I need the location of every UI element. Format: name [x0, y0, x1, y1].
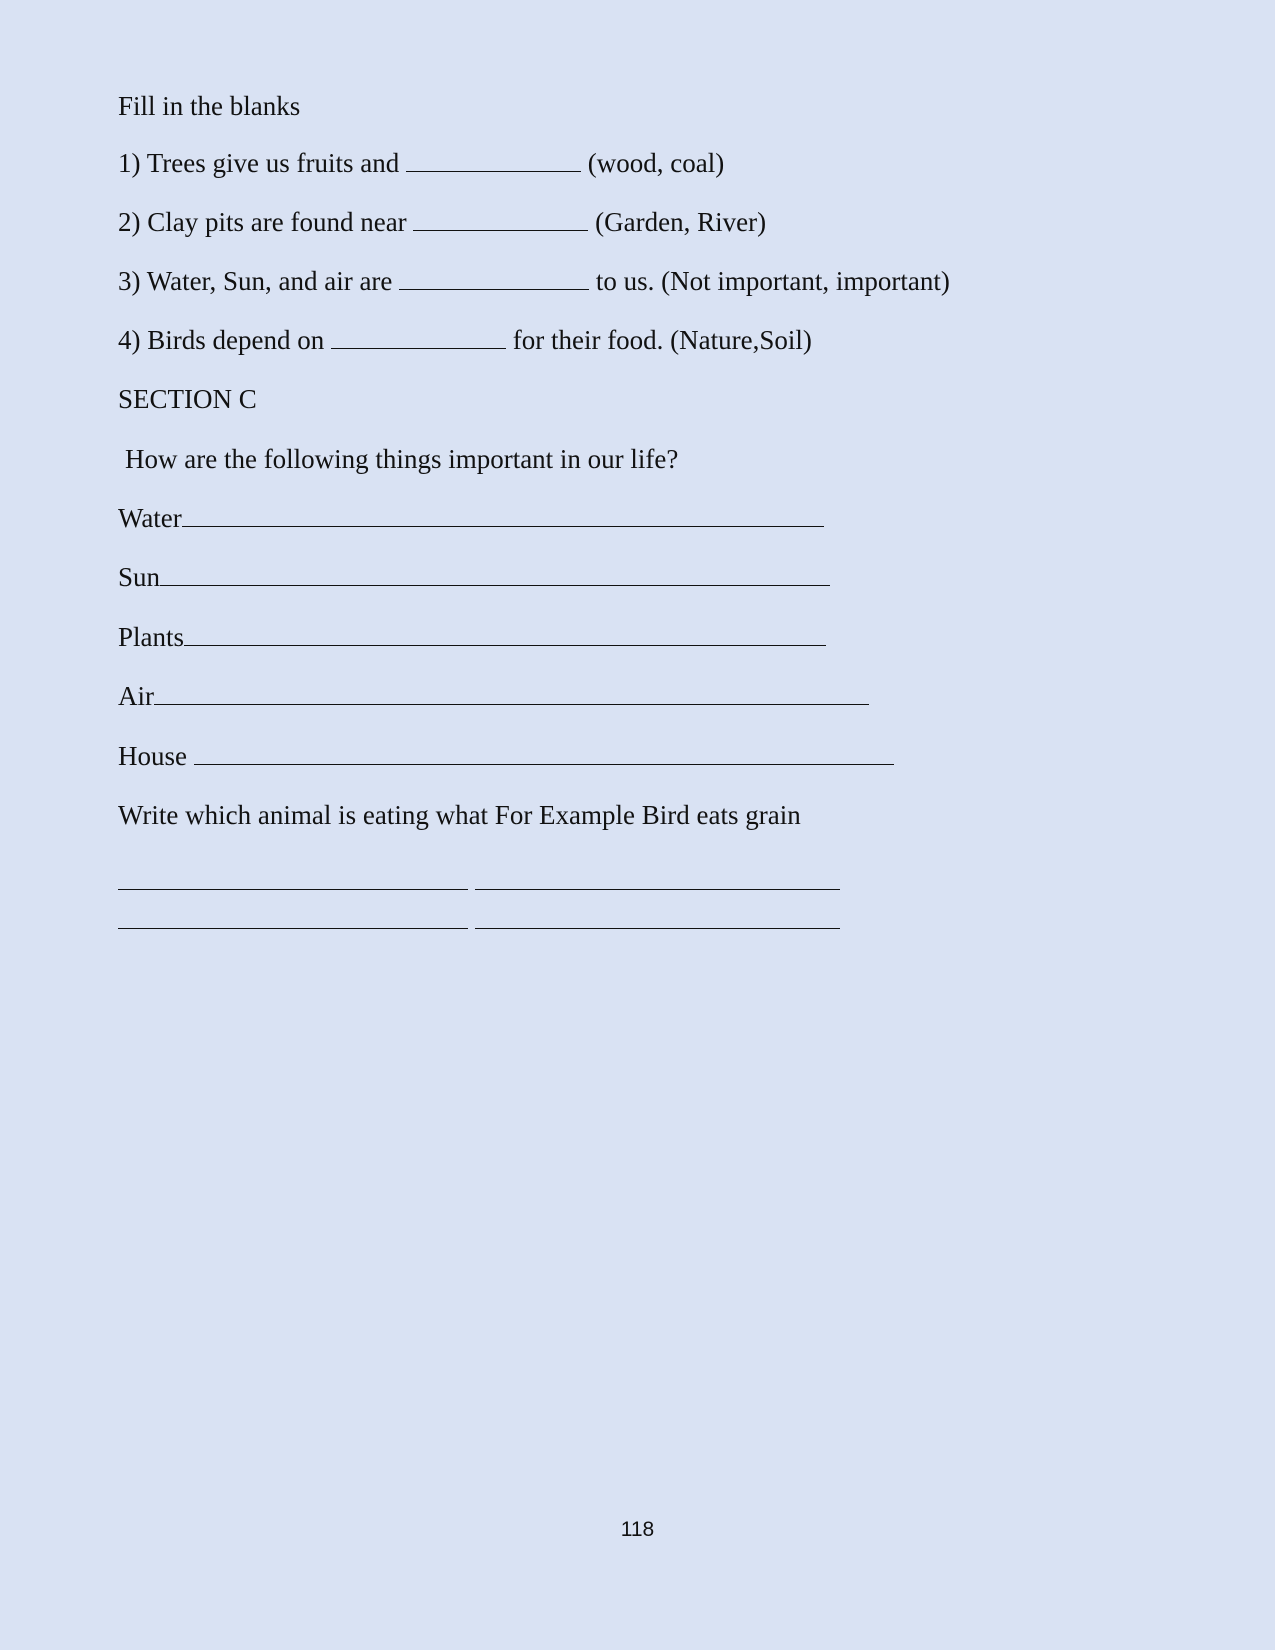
page-number: 118 [620, 1518, 655, 1541]
section-question: How are the following things important in our life? [125, 444, 679, 474]
thing-air-row [118, 680, 869, 712]
answer-blank[interactable] [413, 206, 588, 231]
thing-label: Sun [118, 562, 161, 592]
question-3 [118, 265, 950, 297]
question-number: 1) [118, 148, 141, 178]
question-number: 3) [118, 266, 141, 296]
thing-label: House [118, 741, 187, 771]
answer-blank[interactable] [399, 265, 589, 290]
answer-line[interactable] [182, 502, 824, 527]
question-number: 4) [118, 325, 141, 355]
thing-label: Plants [118, 622, 185, 652]
answer-line[interactable] [118, 865, 468, 890]
answer-line[interactable] [475, 865, 840, 890]
thing-label: Water [118, 503, 182, 533]
question-number: 2) [118, 207, 141, 237]
question-options: to us. (Not important, important) [595, 266, 950, 296]
thing-water-row [118, 502, 824, 534]
question-text: Trees give us fruits and [146, 148, 400, 178]
answer-line[interactable] [184, 621, 826, 646]
answer-line[interactable] [118, 904, 468, 929]
answer-blank[interactable] [331, 324, 506, 349]
question-options: (Garden, River) [595, 207, 767, 237]
answer-line[interactable] [194, 740, 894, 765]
question-4 [118, 324, 812, 356]
answer-blank[interactable] [406, 147, 581, 172]
thing-plants-row [118, 621, 826, 653]
question-text: Clay pits are found near [147, 207, 407, 237]
thing-house-row [118, 740, 894, 772]
question-text: Water, Sun, and air are [146, 266, 393, 296]
question-2 [118, 206, 766, 238]
answer-line[interactable] [475, 904, 840, 929]
question-text: Birds depend on [147, 325, 325, 355]
section-title: SECTION C [118, 384, 257, 414]
thing-sun-row [118, 561, 830, 593]
answer-line[interactable] [160, 561, 830, 586]
answer-line[interactable] [154, 680, 869, 705]
question-1 [118, 147, 724, 179]
question-options: (wood, coal) [587, 148, 725, 178]
animal-answer-row [118, 865, 840, 897]
thing-label: Air [118, 681, 154, 711]
animal-instruction: Write which animal is eating what For Example Bird eats grain [118, 800, 801, 830]
question-options: for their food. (Nature,Soil) [512, 325, 812, 355]
animal-answer-row [118, 904, 840, 936]
fill-in-heading: Fill in the blanks [118, 91, 301, 121]
